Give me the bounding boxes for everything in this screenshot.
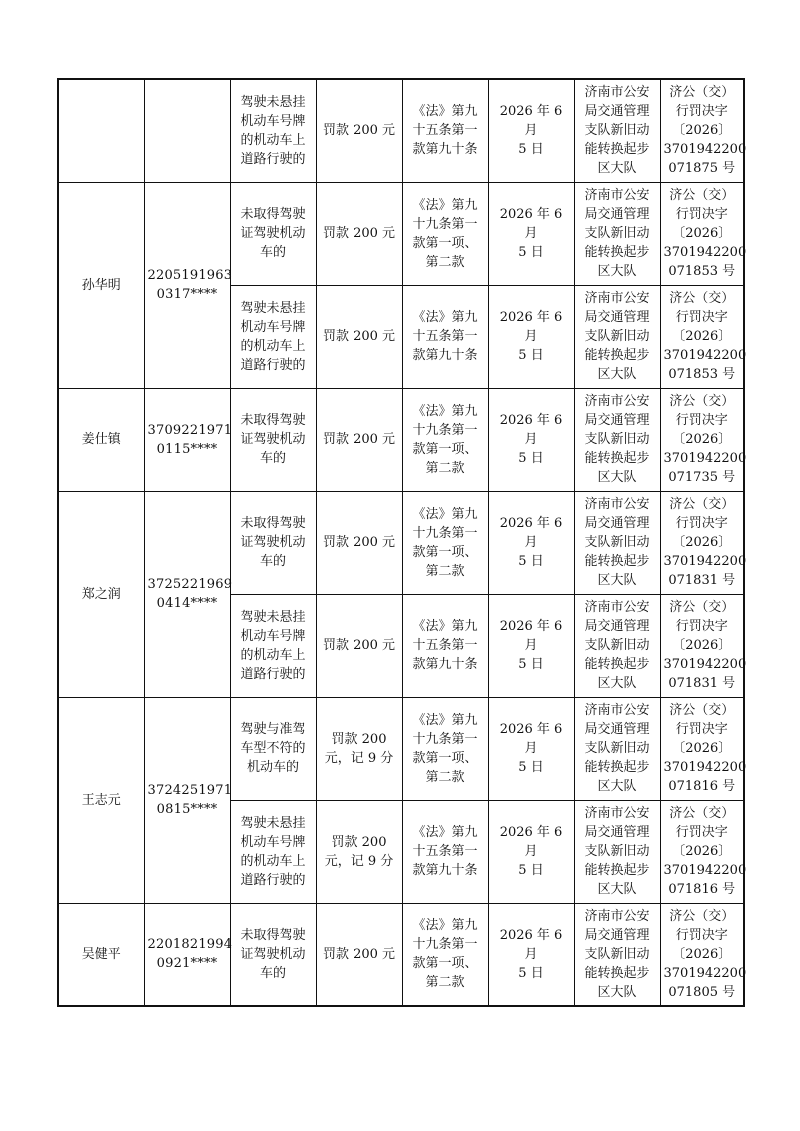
violation-behavior-cell: 未取得驾驶 证驾驶机动 车的 bbox=[230, 388, 316, 491]
penalty-date-cell: 2026 年 6 月 5 日 bbox=[488, 79, 574, 182]
id-number-cell: 3709221971 0115**** bbox=[144, 388, 230, 491]
issuing-authority-cell: 济南市公安 局交通管理 支队新旧动 能转换起步 区大队 bbox=[574, 903, 660, 1006]
id-number-cell: 3725221969 0414**** bbox=[144, 491, 230, 697]
violation-behavior-cell: 驾驶与准驾 车型不符的 机动车的 bbox=[230, 697, 316, 800]
decision-number-cell: 济公（交） 行罚决字 〔2026〕 3701942200 071853 号 bbox=[660, 285, 744, 388]
legal-basis-cell: 《法》第九 十九条第一 款第一项、 第二款 bbox=[402, 903, 488, 1006]
violation-behavior-cell: 未取得驾驶 证驾驶机动 车的 bbox=[230, 182, 316, 285]
table-row bbox=[58, 903, 744, 1006]
issuing-authority-cell: 济南市公安 局交通管理 支队新旧动 能转换起步 区大队 bbox=[574, 388, 660, 491]
penalty-table bbox=[57, 78, 745, 1007]
person-name-cell: 姜仕镇 bbox=[58, 388, 144, 491]
decision-number-cell: 济公（交） 行罚决字 〔2026〕 3701942200 071735 号 bbox=[660, 388, 744, 491]
table-row bbox=[58, 491, 744, 594]
violation-behavior-cell: 驾驶未悬挂 机动车号牌 的机动车上 道路行驶的 bbox=[230, 79, 316, 182]
penalty-date-cell: 2026 年 6 月 5 日 bbox=[488, 903, 574, 1006]
person-name-cell bbox=[58, 79, 144, 182]
id-number-cell bbox=[144, 79, 230, 182]
issuing-authority-cell: 济南市公安 局交通管理 支队新旧动 能转换起步 区大队 bbox=[574, 697, 660, 800]
violation-behavior-cell: 未取得驾驶 证驾驶机动 车的 bbox=[230, 903, 316, 1006]
legal-basis-cell: 《法》第九 十五条第一 款第九十条 bbox=[402, 800, 488, 903]
table-row bbox=[58, 182, 744, 285]
penalty-amount-cell: 罚款 200 元 bbox=[316, 285, 402, 388]
penalty-amount-cell: 罚款 200 元 bbox=[316, 79, 402, 182]
person-name-cell: 孙华明 bbox=[58, 182, 144, 388]
penalty-date-cell: 2026 年 6 月 5 日 bbox=[488, 285, 574, 388]
legal-basis-cell: 《法》第九 十五条第一 款第九十条 bbox=[402, 285, 488, 388]
decision-number-cell: 济公（交） 行罚决字 〔2026〕 3701942200 071816 号 bbox=[660, 800, 744, 903]
legal-basis-cell: 《法》第九 十九条第一 款第一项、 第二款 bbox=[402, 697, 488, 800]
penalty-table-body bbox=[58, 79, 747, 1006]
issuing-authority-cell: 济南市公安 局交通管理 支队新旧动 能转换起步 区大队 bbox=[574, 182, 660, 285]
penalty-date-cell: 2026 年 6 月 5 日 bbox=[488, 182, 574, 285]
issuing-authority-cell: 济南市公安 局交通管理 支队新旧动 能转换起步 区大队 bbox=[574, 79, 660, 182]
id-number-cell: 2205191963 0317**** bbox=[144, 182, 230, 388]
issuing-authority-cell: 济南市公安 局交通管理 支队新旧动 能转换起步 区大队 bbox=[574, 285, 660, 388]
legal-basis-cell: 《法》第九 十九条第一 款第一项、 第二款 bbox=[402, 182, 488, 285]
id-number-cell: 3724251971 0815**** bbox=[144, 697, 230, 903]
penalty-amount-cell: 罚款 200 元 bbox=[316, 594, 402, 697]
table-row bbox=[58, 79, 744, 182]
issuing-authority-cell: 济南市公安 局交通管理 支队新旧动 能转换起步 区大队 bbox=[574, 594, 660, 697]
penalty-date-cell: 2026 年 6 月 5 日 bbox=[488, 491, 574, 594]
legal-basis-cell: 《法》第九 十九条第一 款第一项、 第二款 bbox=[402, 491, 488, 594]
penalty-amount-cell: 罚款 200 元，记 9 分 bbox=[316, 800, 402, 903]
decision-number-cell: 济公（交） 行罚决字 〔2026〕 3701942200 071831 号 bbox=[660, 594, 744, 697]
issuing-authority-cell: 济南市公安 局交通管理 支队新旧动 能转换起步 区大队 bbox=[574, 800, 660, 903]
decision-number-cell: 济公（交） 行罚决字 〔2026〕 3701942200 071875 号 bbox=[660, 79, 744, 182]
person-name-cell: 吴健平 bbox=[58, 903, 144, 1006]
penalty-amount-cell: 罚款 200 元 bbox=[316, 491, 402, 594]
penalty-amount-cell: 罚款 200 元 bbox=[316, 388, 402, 491]
id-number-cell: 2201821994 0921**** bbox=[144, 903, 230, 1006]
penalty-date-cell: 2026 年 6 月 5 日 bbox=[488, 594, 574, 697]
person-name-cell: 郑之润 bbox=[58, 491, 144, 697]
legal-basis-cell: 《法》第九 十九条第一 款第一项、 第二款 bbox=[402, 388, 488, 491]
table-row bbox=[58, 388, 744, 491]
issuing-authority-cell: 济南市公安 局交通管理 支队新旧动 能转换起步 区大队 bbox=[574, 491, 660, 594]
penalty-amount-cell: 罚款 200 元 bbox=[316, 903, 402, 1006]
violation-behavior-cell: 驾驶未悬挂 机动车号牌 的机动车上 道路行驶的 bbox=[230, 594, 316, 697]
violation-behavior-cell: 驾驶未悬挂 机动车号牌 的机动车上 道路行驶的 bbox=[230, 285, 316, 388]
decision-number-cell: 济公（交） 行罚决字 〔2026〕 3701942200 071831 号 bbox=[660, 491, 744, 594]
table-row bbox=[58, 697, 744, 800]
violation-behavior-cell: 驾驶未悬挂 机动车号牌 的机动车上 道路行驶的 bbox=[230, 800, 316, 903]
legal-basis-cell: 《法》第九 十五条第一 款第九十条 bbox=[402, 594, 488, 697]
violation-behavior-cell: 未取得驾驶 证驾驶机动 车的 bbox=[230, 491, 316, 594]
decision-number-cell: 济公（交） 行罚决字 〔2026〕 3701942200 071816 号 bbox=[660, 697, 744, 800]
decision-number-cell: 济公（交） 行罚决字 〔2026〕 3701942200 071853 号 bbox=[660, 182, 744, 285]
decision-number-cell: 济公（交） 行罚决字 〔2026〕 3701942200 071805 号 bbox=[660, 903, 744, 1006]
penalty-date-cell: 2026 年 6 月 5 日 bbox=[488, 697, 574, 800]
penalty-amount-cell: 罚款 200 元，记 9 分 bbox=[316, 697, 402, 800]
person-name-cell: 王志元 bbox=[58, 697, 144, 903]
penalty-date-cell: 2026 年 6 月 5 日 bbox=[488, 800, 574, 903]
penalty-date-cell: 2026 年 6 月 5 日 bbox=[488, 388, 574, 491]
legal-basis-cell: 《法》第九 十五条第一 款第九十条 bbox=[402, 79, 488, 182]
penalty-amount-cell: 罚款 200 元 bbox=[316, 182, 402, 285]
